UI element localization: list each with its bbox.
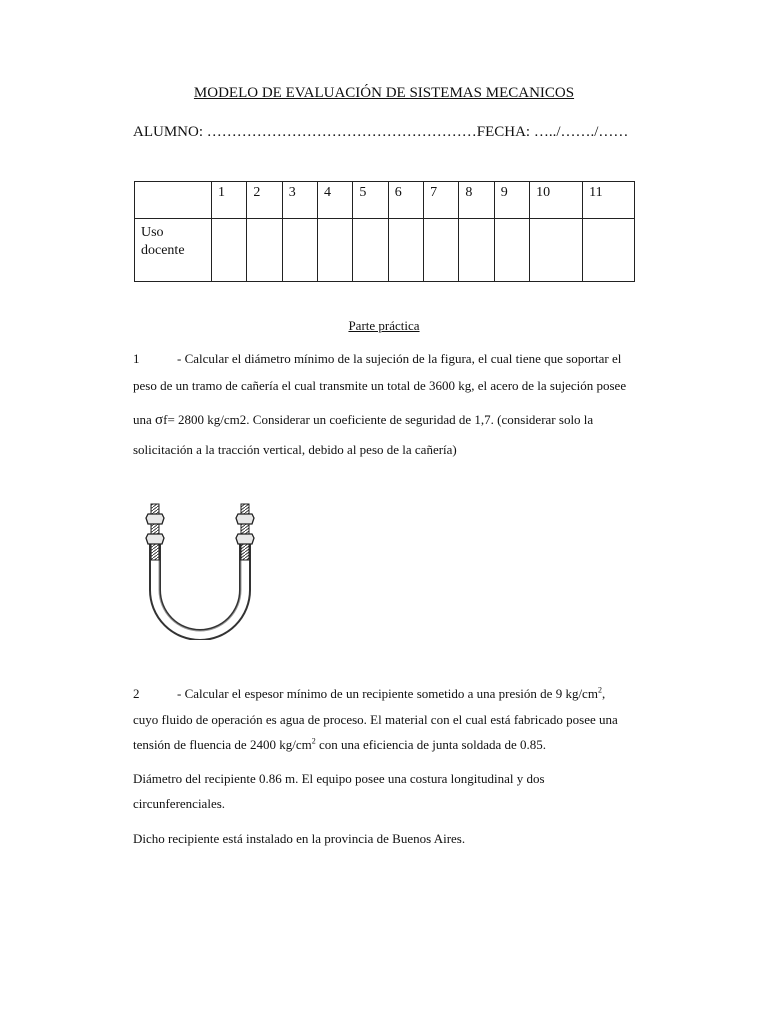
score-cell-6 — [388, 219, 423, 282]
score-cell-9 — [494, 219, 529, 282]
problem2-line2: cuyo fluido de operación es agua de proceso. El material con el cual está fabricado posee una — [133, 712, 618, 727]
score-cell-5 — [353, 219, 388, 282]
right-nut-lower — [236, 534, 254, 544]
problem2-line1-end: , — [601, 686, 606, 701]
problem1-line4: solicitación a la tracción vertical, debido al peso de la cañería) — [133, 442, 457, 457]
problem2-line3-sup: 2 — [311, 736, 316, 746]
column-header-10: 10 — [530, 182, 583, 219]
sigma-symbol: σ — [155, 412, 164, 428]
problem2-line3 — [133, 737, 546, 753]
problem1-line1-text: - Calcular el diámetro mínimo de la sujeción de la figura, el cual tiene que soportar el — [177, 351, 622, 366]
score-cell-2 — [247, 219, 282, 282]
table-corner-cell — [135, 182, 212, 219]
column-header-3: 3 — [282, 182, 317, 219]
column-header-8: 8 — [459, 182, 494, 219]
column-header-4: 4 — [318, 182, 353, 219]
problem1-line2: peso de un tramo de cañería el cual transmite un total de 3600 kg, el acero de la sujeción posee — [133, 378, 627, 393]
score-cell-4 — [318, 219, 353, 282]
u-bolt-figure — [133, 498, 268, 640]
problem2-line1-sup: 2 — [597, 685, 602, 695]
score-cell-11 — [583, 219, 635, 282]
problem2-line4: Diámetro del recipiente 0.86 m. El equipo posee una costura longitudinal y dos — [133, 771, 545, 786]
section-title: Parte práctica — [348, 318, 420, 333]
problem1-line3-prefix: una — [133, 412, 156, 427]
problem2-line3-end: con una eficiencia de junta soldada de 0.85. — [315, 737, 547, 752]
problem1-line3 — [133, 412, 593, 429]
left-nut-lower — [146, 534, 164, 544]
teacher-use-label-line1: Uso — [141, 225, 164, 240]
score-cell-1 — [212, 219, 247, 282]
score-cell-7 — [424, 219, 459, 282]
column-header-2: 2 — [247, 182, 282, 219]
teacher-use-label-line2: docente — [141, 243, 185, 258]
right-thread — [241, 504, 249, 560]
problem1-number: 1 — [133, 351, 140, 366]
student-date-line: ALUMNO: ………………………………………………FECHA: …../……./…… — [133, 124, 629, 140]
column-header-5: 5 — [353, 182, 388, 219]
problem2-number: 2 — [133, 686, 140, 701]
problem2-line3-text: tensión de fluencia de 2400 kg/cm — [133, 737, 312, 752]
teacher-use-row — [135, 219, 635, 282]
column-header-7: 7 — [424, 182, 459, 219]
problem1-line3-rest: f= 2800 kg/cm2. Considerar un coeficiente de seguridad de 1,7. (considerar solo la — [163, 412, 594, 427]
problem2-line1 — [133, 686, 605, 702]
score-cell-8 — [459, 219, 494, 282]
page-title: MODELO DE EVALUACIÓN DE SISTEMAS MECANICOS — [193, 85, 575, 101]
column-header-6: 6 — [388, 182, 423, 219]
problem1-line1 — [133, 351, 621, 367]
table-header-row — [135, 182, 635, 219]
right-nut-upper — [236, 514, 254, 524]
problem2-line1-text: - Calcular el espesor mínimo de un recipiente sometido a una presión de 9 kg/cm — [177, 686, 598, 701]
score-cell-3 — [282, 219, 317, 282]
left-thread — [151, 504, 159, 560]
teacher-use-label — [135, 219, 212, 282]
score-cell-10 — [530, 219, 583, 282]
left-nut-upper — [146, 514, 164, 524]
problem2-line6: Dicho recipiente está instalado en la provincia de Buenos Aires. — [133, 831, 466, 846]
grading-table — [134, 181, 635, 282]
problem2-line5: circunferenciales. — [133, 796, 226, 811]
column-header-11: 11 — [583, 182, 635, 219]
column-header-9: 9 — [494, 182, 529, 219]
column-header-1: 1 — [212, 182, 247, 219]
